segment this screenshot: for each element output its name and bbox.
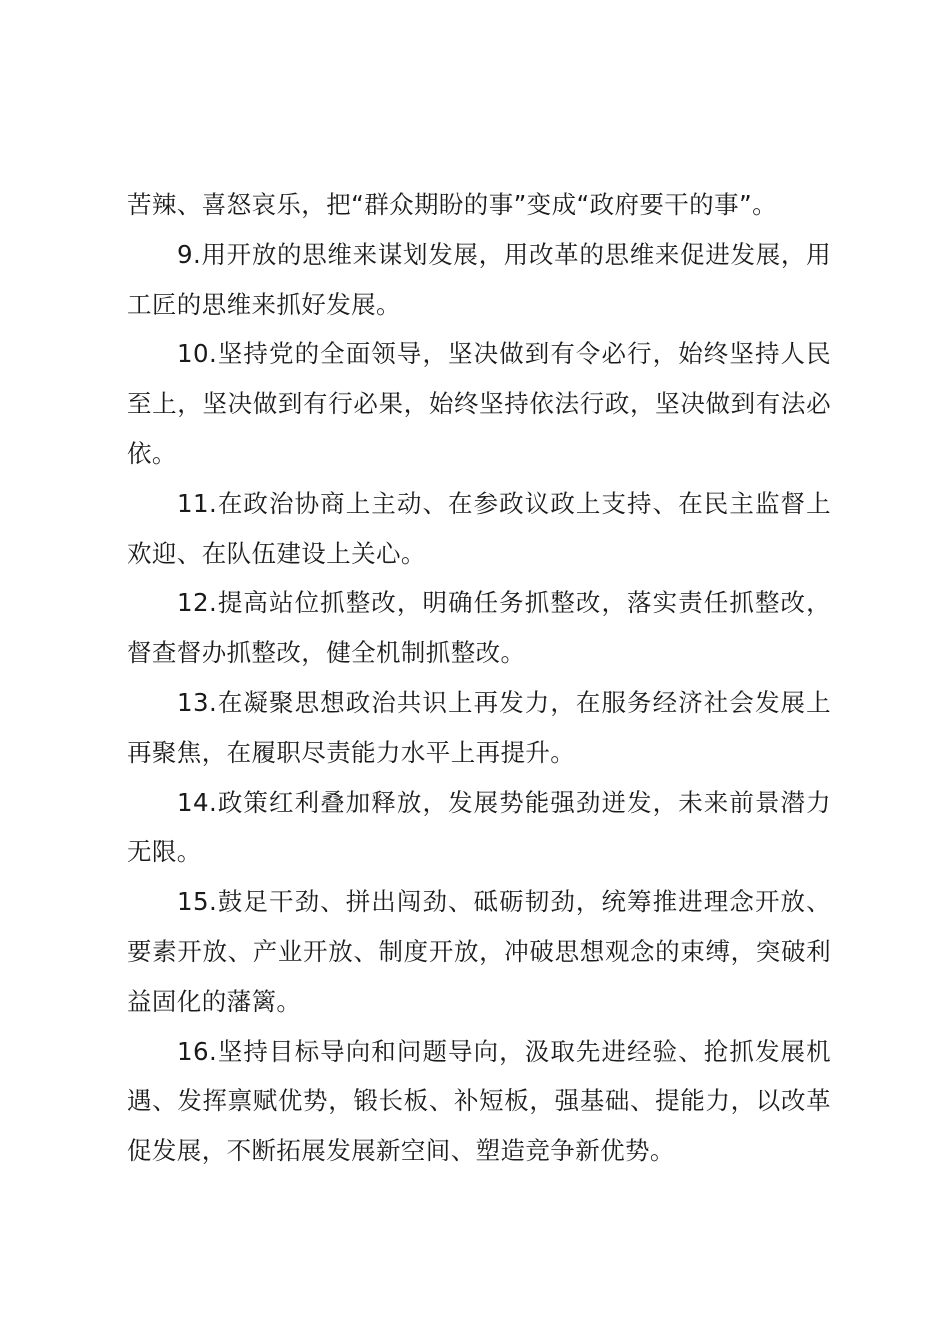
paragraph-item-11: 11.在政治协商上主动、在参政议政上支持、在民主监督上欢迎、在队伍建设上关心。: [127, 488, 831, 568]
paragraph-item-13: 13.在凝聚思想政治共识上再发力，在服务经济社会发展上再聚焦，在履职尽责能力水平上再提升。: [127, 687, 831, 767]
paragraph-item-14: 14.政策红利叠加释放，发展势能强劲迸发，未来前景潜力无限。: [127, 787, 831, 867]
paragraph-continuation: 苦辣、喜怒哀乐，把“群众期盼的事”变成“政府要干的事”。: [127, 190, 777, 219]
document-body: [127, 180, 831, 1176]
paragraph-item-15: 15.鼓足干劲、拼出闯劲、砥砺韧劲，统筹推进理念开放、要素开放、产业开放、制度开放，冲破思想观念的束缚，突破利益固化的藩篱。: [127, 887, 831, 1016]
paragraph-item-9: 9.用开放的思维来谋划发展，用改革的思维来促进发展，用工匠的思维来抓好发展。: [127, 239, 831, 319]
paragraph-item-12: 12.提高站位抓整改，明确任务抓整改，落实责任抓整改，督查督办抓整改，健全机制抓整改。: [127, 588, 831, 668]
paragraph-item-10: 10.坚持党的全面领导，坚决做到有令必行，始终坚持人民至上，坚决做到有行必果，始终坚持依法行政，坚决做到有法必依。: [127, 339, 831, 468]
paragraph-item-16: 16.坚持目标导向和问题导向，汲取先进经验、抢抓发展机遇、发挥禀赋优势，锻长板、补短板，强基础、提能力，以改革促发展，不断拓展发展新空间、塑造竞争新优势。: [127, 1036, 831, 1166]
